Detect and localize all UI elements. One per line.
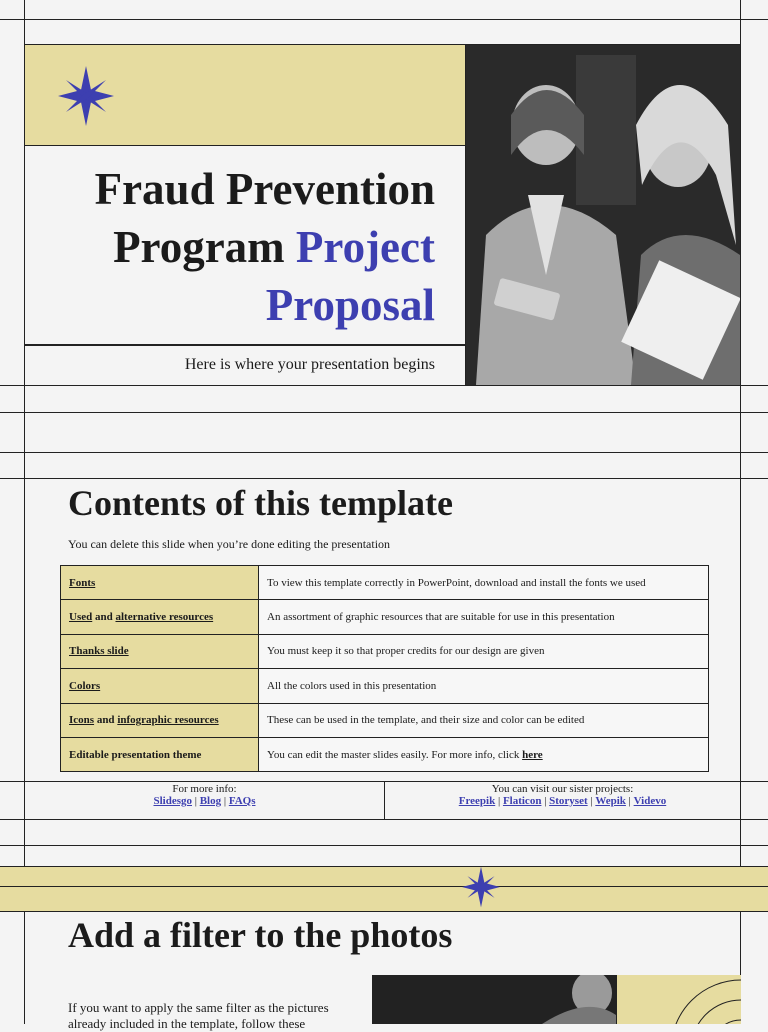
contents-key-cell	[61, 600, 259, 634]
footer-more-info: For more info: Slidesgo | Blog | FAQs	[25, 783, 384, 819]
guide-line	[0, 452, 768, 453]
contents-key-link[interactable]: Icons	[69, 714, 95, 727]
decorative-arcs	[616, 975, 741, 1024]
contents-key-link[interactable]: Colors	[69, 679, 101, 692]
contents-key-joiner: and	[92, 611, 116, 624]
contents-key-link[interactable]: Thanks slide	[69, 645, 129, 658]
footer-sister-projects: You can visit our sister projects: Freepik | Flaticon | Storyset | Wepik | Videvo	[385, 783, 740, 819]
contents-value-cell	[259, 566, 709, 600]
contents-value-cell	[259, 703, 709, 737]
contents-row	[61, 566, 709, 600]
contents-value-text: You must keep it so that proper credits for our design are given	[267, 645, 545, 658]
contents-value-text: All the colors used in this presentation	[267, 679, 437, 692]
contents-value-text: You can edit the master slides easily. For more info, click	[267, 748, 523, 761]
contents-key-cell	[61, 566, 259, 600]
contents-key-link[interactable]: Fonts	[69, 576, 96, 589]
guide-line	[0, 886, 768, 887]
link-freepik[interactable]: Freepik	[458, 795, 496, 807]
contents-row	[61, 737, 709, 771]
contents-table	[60, 565, 709, 772]
contents-value-cell	[259, 600, 709, 634]
contents-row	[61, 669, 709, 703]
contents-key-cell	[61, 634, 259, 668]
contents-key-cell	[61, 669, 259, 703]
guide-line	[0, 412, 768, 413]
contents-row	[61, 634, 709, 668]
guide-line	[0, 478, 768, 479]
presentation-title	[40, 160, 435, 334]
contents-key-link: Editable presentation theme	[69, 748, 202, 761]
link-slidesgo[interactable]: Slidesgo	[153, 795, 192, 807]
contents-value-cell	[259, 634, 709, 668]
footer-sister-label: You can visit our sister projects:	[491, 783, 634, 795]
filter-heading: Add a filter to the photos	[68, 915, 453, 955]
title-plain: Program	[113, 222, 296, 272]
link-videvo[interactable]: Videvo	[633, 795, 667, 807]
here-link[interactable]: here	[522, 748, 543, 761]
link-wepik[interactable]: Wepik	[595, 795, 626, 807]
four-point-star-icon	[58, 66, 114, 126]
contents-description: You can delete this slide when you’re done editing the presentation	[68, 537, 391, 551]
title-accent: Project	[295, 222, 435, 272]
contents-row	[61, 703, 709, 737]
contents-value-cell	[259, 737, 709, 771]
contents-key-link[interactable]: Used	[69, 611, 93, 624]
contents-key-joiner: and	[94, 714, 118, 727]
contents-key-cell	[61, 737, 259, 771]
contents-value-cell	[259, 669, 709, 703]
guide-line	[0, 19, 768, 20]
link-flaticon[interactable]: Flaticon	[502, 795, 542, 807]
footer-more-info-label: For more info:	[172, 783, 237, 795]
contents-key-link[interactable]: infographic resources	[117, 714, 219, 727]
photo-two-businesswomen	[466, 45, 740, 385]
filter-instructions: If you want to apply the same filter as the pictures already included in the template, follow these	[68, 1000, 329, 1031]
guide-line	[0, 819, 768, 820]
contents-value-text: These can be used in the template, and their size and color can be edited	[267, 714, 585, 727]
contents-row	[61, 600, 709, 634]
photo-filter-example	[372, 975, 616, 1024]
title-line-1: Fraud Prevention	[94, 164, 435, 214]
guide-line	[0, 845, 768, 846]
contents-value-text: An assortment of graphic resources that are suitable for use in this presentation	[267, 611, 615, 624]
four-point-star-icon	[462, 866, 500, 908]
link-faqs[interactable]: FAQs	[228, 795, 256, 807]
contents-heading: Contents of this template	[68, 483, 453, 523]
contents-value-text: To view this template correctly in PowerPoint, download and install the fonts we used	[267, 576, 646, 589]
contents-key-link[interactable]: alternative resources	[115, 611, 214, 624]
presentation-subtitle: Here is where your presentation begins	[184, 356, 435, 373]
title-line-3: Proposal	[265, 280, 435, 330]
contents-key-cell	[61, 703, 259, 737]
link-blog[interactable]: Blog	[199, 795, 222, 807]
slide3-yellow-band	[0, 866, 768, 912]
title-line-2	[40, 218, 435, 276]
title-divider	[25, 344, 465, 346]
link-storyset[interactable]: Storyset	[549, 795, 588, 807]
